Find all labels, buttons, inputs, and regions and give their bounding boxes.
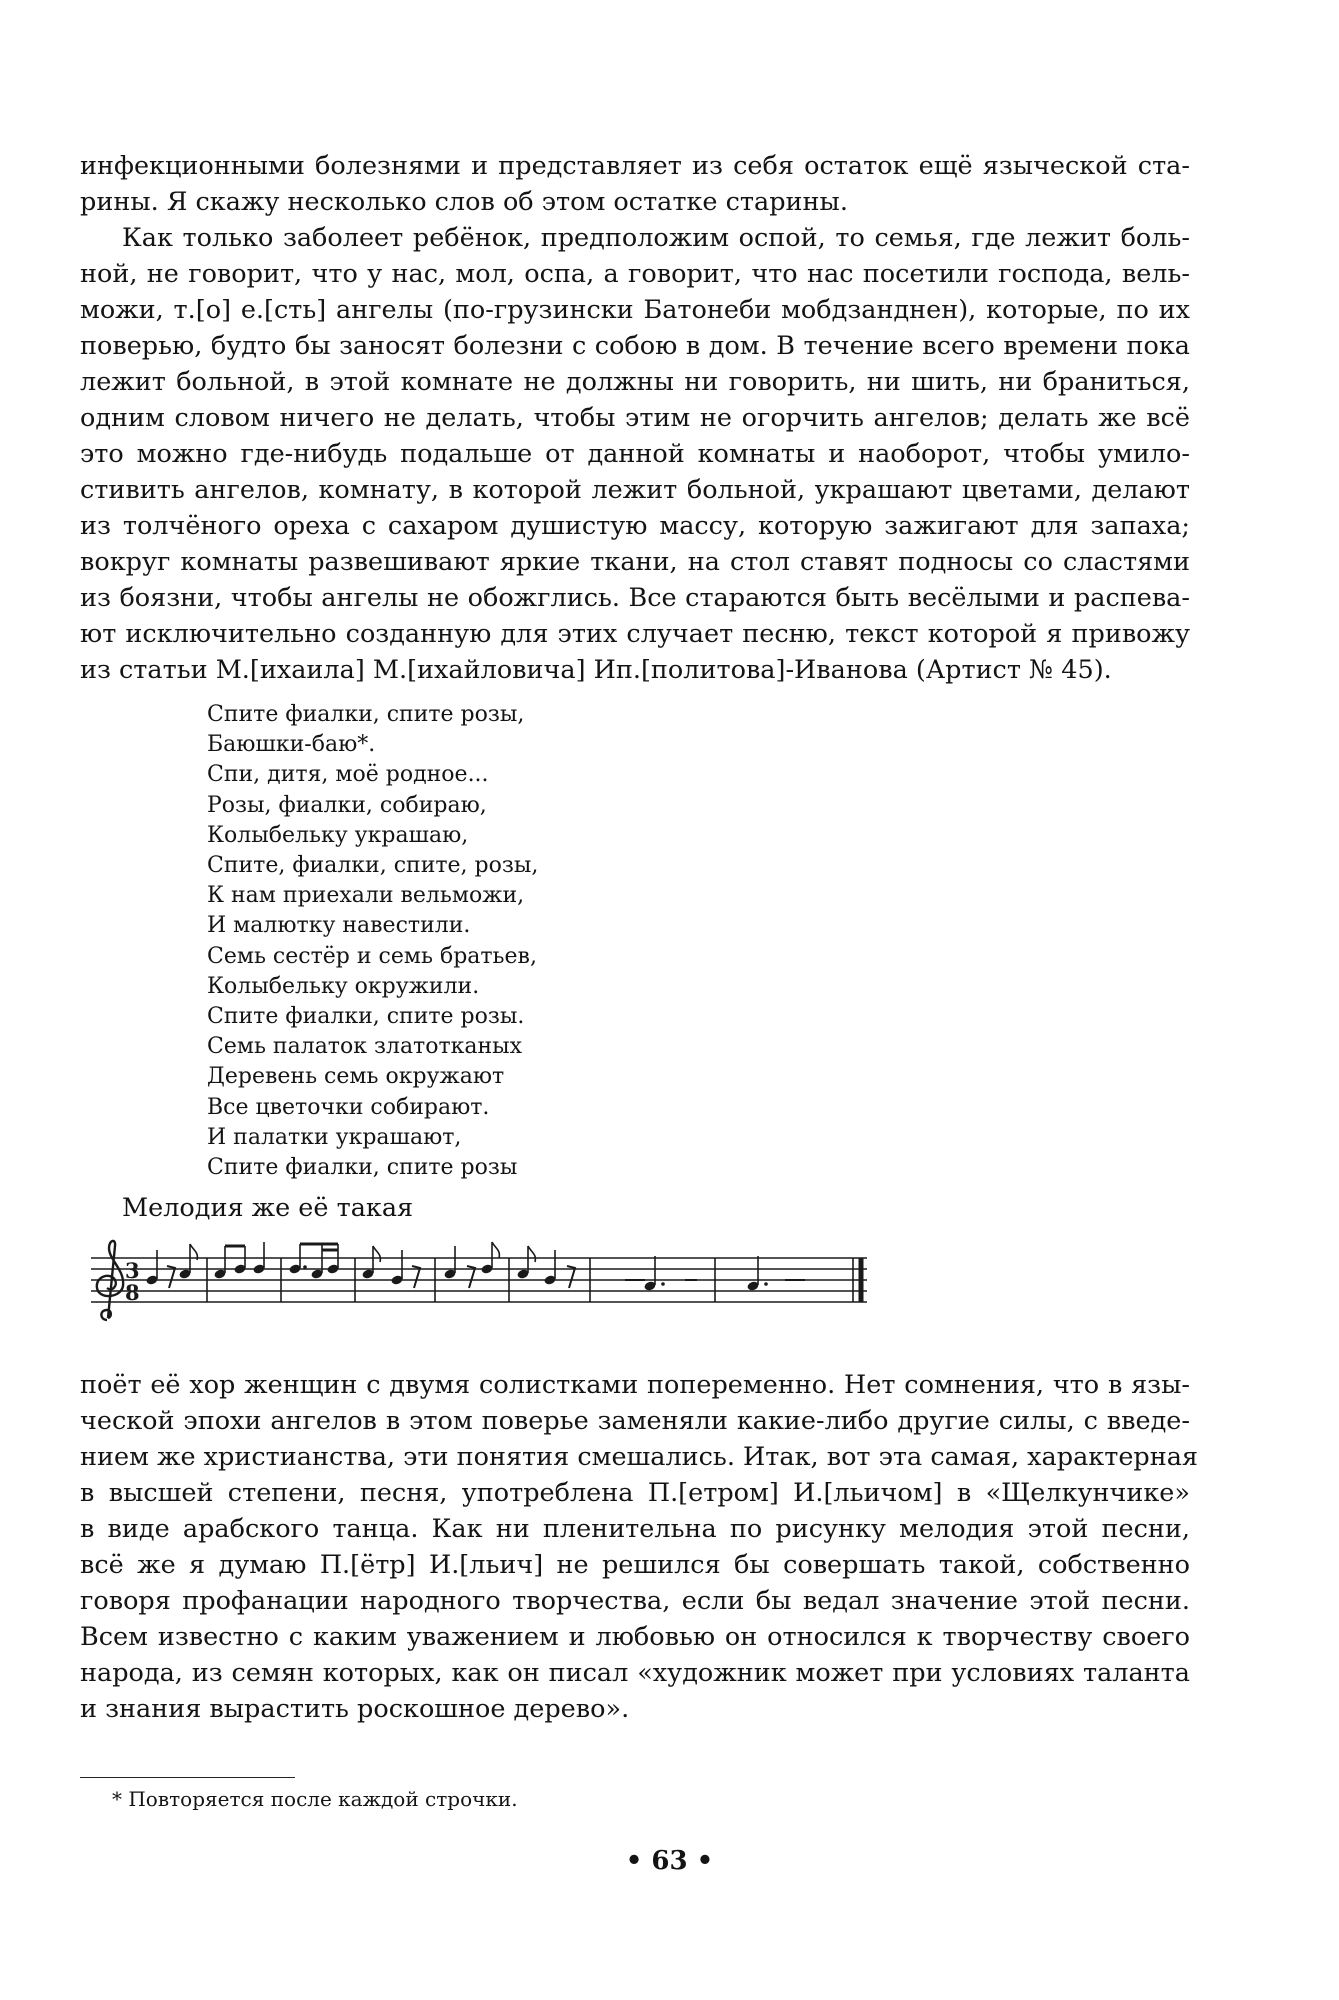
poem-line: Колыбельку украшаю, — [207, 822, 469, 848]
text-line: вокруг комнаты развешивают яркие ткани, на стол ставят подносы со сластями — [80, 547, 1190, 577]
text-line: нием же христианства, эти понятия смешались. Итак, вот эта самая, характерная — [80, 1442, 1199, 1472]
text-line: это можно где-нибудь подальше от данной комнаты и наоборот, чтобы умило- — [80, 439, 1190, 469]
text-line: в виде арабского танца. Как ни пленительна по рисунку мелодия этой песни, — [80, 1514, 1190, 1544]
text-line: можи, т.[о] е.[сть] ангелы (по-грузински Батонеби мобдзанднен), которые, по их — [80, 295, 1190, 325]
time-signature-top: 3 — [125, 1258, 140, 1283]
note — [213, 1246, 246, 1280]
text-line: ют исключительно созданную для этих случает песню, текст которой я привожу — [80, 619, 1190, 649]
poem-line: Спи, дитя, моё родное... — [207, 762, 489, 788]
poem-line: Спите фиалки, спите розы — [207, 1155, 518, 1181]
text-line: поверью, будто бы заносят болезни с собою в дом. В течение всего времени пока — [80, 331, 1190, 361]
text-line: Как только заболеет ребёнок, предположим оспой, то семья, где лежит боль- — [122, 223, 1190, 253]
text-line: из толчёного ореха с сахаром душистую массу, которую зажигают для запаха; — [80, 511, 1190, 541]
poem-line: Розы, фиалки, собираю, — [207, 792, 487, 818]
text-line: одним словом ничего не делать, чтобы этим не огорчить ангелов; делать же всё — [80, 403, 1190, 433]
poem-line: И палатки украшают, — [207, 1124, 462, 1150]
text-line: Всем известно с каким уважением и любовью он относился к творчеству своего — [80, 1622, 1190, 1652]
poem-line: Семь палаток златотканых — [207, 1034, 523, 1060]
paragraph-3 — [80, 1367, 1199, 1727]
text-line: всё же я думаю П.[ётр] И.[льич] не решился бы совершать такой, собственно — [80, 1550, 1190, 1580]
poem-line: Семь сестёр и семь братьев, — [207, 943, 537, 969]
page-number: • 63 • — [625, 1846, 714, 1876]
text-line: ческой эпохи ангелов в этом поверье заменяли какие-либо другие силы, с введе- — [80, 1406, 1190, 1436]
note — [643, 1256, 664, 1292]
paragraph-2 — [80, 220, 1190, 688]
poem-line: Спите, фиалки, спите, розы, — [207, 853, 539, 879]
paragraph-1 — [80, 148, 1190, 220]
text-line: инфекционными болезнями и представляет из себя остаток ещё языческой ста- — [80, 151, 1190, 181]
text-line: ной, не говорит, что у нас, мол, оспа, а говорит, что нас посетили господа, вель- — [80, 259, 1190, 289]
time-signature-bottom: 8 — [125, 1280, 140, 1305]
poem-line: Спите фиалки, спите розы. — [207, 1004, 525, 1030]
note — [543, 1250, 556, 1286]
note — [516, 1246, 535, 1280]
music-staff — [85, 1236, 1255, 1336]
text-line: в высшей степени, песня, употреблена П.[етром] И.[льичом] в «Щелкунчике» — [80, 1478, 1190, 1508]
poem-line: К нам приехали вельможи, — [207, 883, 525, 909]
note — [746, 1256, 767, 1292]
poem-line: Деревень семь окружают — [207, 1064, 505, 1090]
poem — [207, 700, 538, 1183]
main-text — [80, 148, 1190, 688]
text-line: лежит больной, в этой комнате не должны ни говорить, ни шить, ни браниться, — [80, 367, 1190, 397]
text-line: из боязни, чтобы ангелы не обожглись. Все стараются быть весёлыми и распева- — [80, 583, 1190, 613]
note — [443, 1246, 456, 1280]
main-text-continued — [80, 1367, 1199, 1727]
text-line: поёт её хор женщин с двумя солистками попеременно. Нет сомнения, что в язы- — [80, 1370, 1190, 1400]
poem-line: Все цветочки собирают. — [207, 1094, 490, 1120]
text-line: рины. Я скажу несколько слов об этом остатке старины. — [80, 187, 848, 217]
note — [288, 1244, 339, 1280]
text-line: и знания вырастить роскошное дерево». — [80, 1694, 630, 1724]
footnote: * Повторяется после каждой строчки. — [112, 1787, 518, 1811]
text-line: говоря профанации народного творчества, если бы ведал значение этой песни. — [80, 1586, 1190, 1616]
poem-line: И малютку навестили. — [207, 913, 471, 939]
note — [178, 1244, 197, 1280]
note — [390, 1250, 403, 1286]
footnote-divider — [80, 1777, 295, 1778]
note — [145, 1250, 158, 1286]
poem-line: Спите фиалки, спите розы, — [207, 702, 525, 727]
melody-label: Мелодия же её такая — [122, 1193, 414, 1223]
text-line: из статьи М.[ихаила] М.[ихайловича] Ип.[политова]-Иванова (Артист № 45). — [80, 655, 1112, 685]
poem-line: Колыбельку окружили. — [207, 973, 480, 999]
note — [361, 1246, 380, 1280]
text-line: народа, из семян которых, как он писал «художник может при условиях таланта — [80, 1658, 1190, 1688]
poem-line: Баюшки-баю*. — [207, 732, 376, 758]
text-line: стивить ангелов, комнату, в которой лежит больной, украшают цветами, делают — [80, 475, 1190, 505]
